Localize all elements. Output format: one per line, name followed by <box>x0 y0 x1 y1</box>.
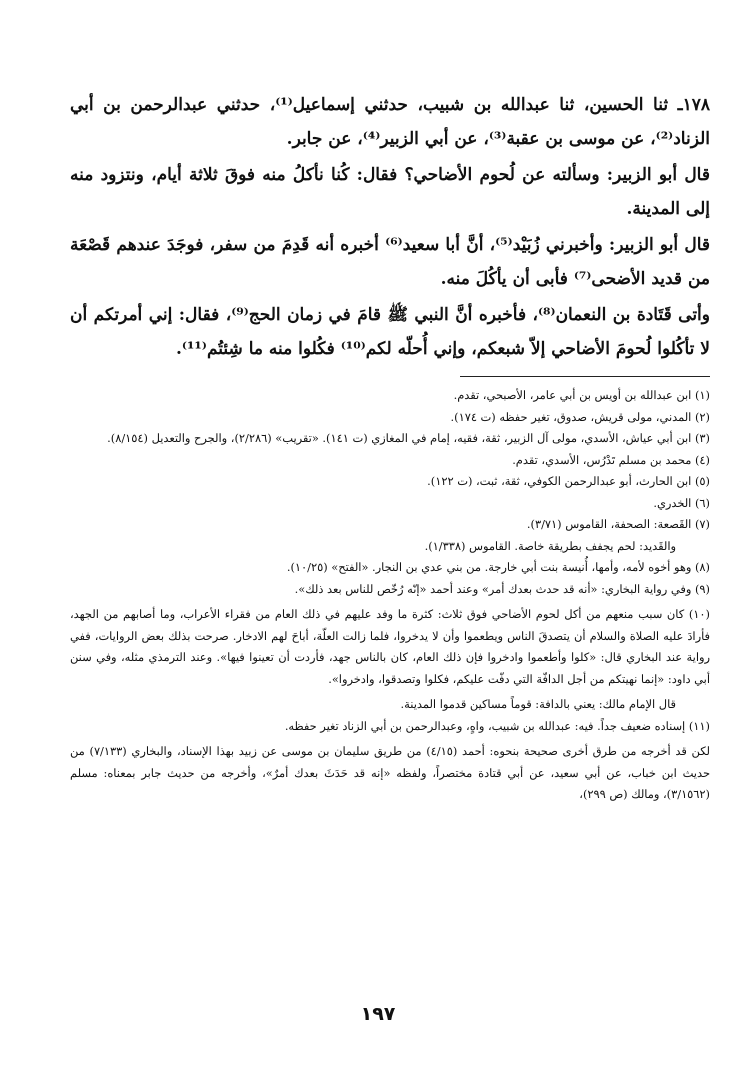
footnote: (١) ابن عبدالله بن أويس بن أبي عامر، الأصبحي، تقدم. <box>453 388 710 402</box>
hadith-paragraph: وأتى قَتَادة بن النعمان⁽⁸⁾، فأخبره أنَّ النبي ﷺ قامَ في زمان الحج⁽⁹⁾، فقال: إني أمرتكم أن لا تأكُلوا لُحومَ الأضاحي إلاّ شبعكم، وإني أُحلّه لكم⁽¹⁰⁾ فكُلوا منه ما شِئتُم⁽¹¹⁾. <box>70 305 710 359</box>
hadith-paragraph: قال أبو الزبير: وسألته عن لُحوم الأضاحي؟ فقال: كُنا نأكلُ منه فوقَ ثلاثة أيام، ونتزود منه إلى المدينة. <box>70 165 710 219</box>
footnote-continuation: قال الإمام مالك: يعني بالدافة: قوماً مساكين قدموا المدينة. <box>400 697 676 711</box>
footnote: (٤) محمد بن مسلم تَدْرُس، الأسدي، تقدم. <box>512 452 710 467</box>
footnote-divider <box>460 376 710 377</box>
footnote: (٩) وفي رواية البخاري: «أنه قد حدث بعدك أمر» وعند أحمد «إنّه رُخّص للناس بعد ذلك». <box>294 581 710 596</box>
footnote: (٢) المدني، مولى قريش، صدوق، تغير حفظه (ت ١٧٤). <box>450 409 710 424</box>
page-number: ١٩٧ <box>360 1003 396 1025</box>
hadith-isnad: ١٧٨ـ ثنا الحسين، ثنا عبدالله بن شبيب، حدثني إسماعيل⁽¹⁾، حدثني عبدالرحمن بن أبي الزناد⁽²⁾، عن موسى بن عقبة⁽³⁾، عن أبي الزبير⁽⁴⁾، عن جابر. <box>70 95 711 149</box>
footnote-continuation: والقَديد: لحم يجفف بطريقة خاصة. القاموس (١/٣٣٨). <box>424 538 676 553</box>
footnote: (١١) إسناده ضعيف جداً. فيه: عبدالله بن شبيب، واهٍ، وعبدالرحمن بن أبي الزناد تغير حفظه. <box>284 718 710 733</box>
page-body <box>70 88 710 806</box>
hadith-paragraph: قال أبو الزبير: وأخبرني زُبَيْد⁽⁵⁾، أنَّ أبا سعيد⁽⁶⁾ أخبره أنه قَدِمَ من سفر، فوجَدَ عندهم قَصْعَة من قديد الأضحى⁽⁷⁾ فأبى أن يأكُلَ منه. <box>70 235 711 289</box>
footnote: (٦) الخدري. <box>653 495 710 510</box>
footnote-continuation: لكن قد أخرجه من طرق أخرى صحيحة بنحوه: أحمد (٤/١٥) من طريق سليمان بن موسى عن زبيد بهذا الإسناد، والبخاري (٧/١٣٣) من حديث ابن خباب، عن أبي سعيد، عن أبي قتادة مختصراً، ولفظه «إنه قد حَدَثَ بعدك أمرٌ»، وأخرجه من حديث جابر بمعناه: مسلم (٣/١٥٦٢)، ومالك (ص ٢٩٩)، <box>70 744 710 801</box>
footnote: (٥) ابن الحارث، أبو عبدالرحمن الكوفي، ثقة، ثبت، (ت ١٢٢). <box>427 474 710 488</box>
footnotes <box>70 385 710 806</box>
footnote: (١٠) كان سبب منعهم من أكل لحوم الأضاحي فوق ثلاث: كثرة ما وفد عليهم في ذلك العام من فقراء الأعراب، وما أصابهم من الجهد، فأرادَ عليه الصلاة والسلام أن يتصدقَ الناس ويطعموا وأن لا يدخروا، فلما زالت العلّة، أباحَ لهم الادخار. صرحت بذلك بعض الروايات، ففي رواية عند البخاري قال: «كلوا وأطعموا وادخروا فإن ذلك العام، كان بالناس جهد، فأردت أن تعينوا فيها». وعند الترمذي مثله، وفي سنن أبي داود: «إنما نهيتكم من أجل الدافّة التي دفّت عليكم، فكلوا وتصدقوا، وادخروا». <box>70 607 710 686</box>
footnote: (٧) القَصعة: الصحفة، القاموس (٣/٧١). <box>526 517 710 531</box>
main-text <box>70 88 710 366</box>
footnote: (٣) ابن أبي عياش، الأسدي، مولى آل الزبير، ثقة، فقيه، إمام في المغازي (ت ١٤١). «تقريب» (٢/٢٨٦)، والجرح والتعديل (٨/١٥٤). <box>107 431 710 445</box>
footnote: (٨) وهو أخوه لأمه، وأمها، أُنيسة بنت أبي خارجة. من بني عدي بن النجار. «الفتح» (١٠/٢٥). <box>286 560 710 574</box>
